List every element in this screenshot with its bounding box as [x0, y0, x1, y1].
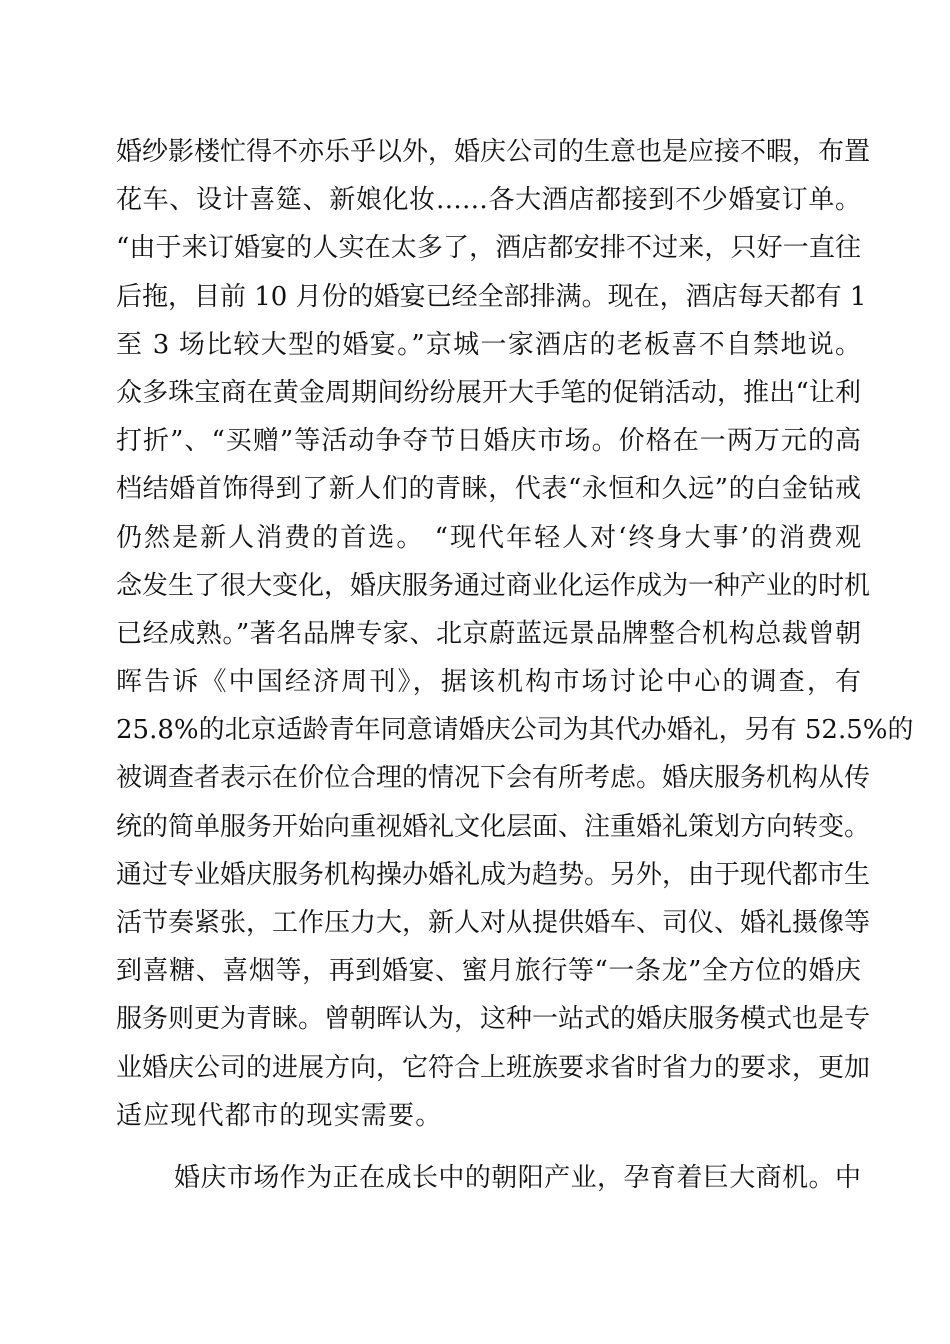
text-line: 婚纱影楼忙得不亦乐乎以外，婚庆公司的生意也是应接不暇，布置: [116, 137, 871, 167]
text-line: 众多珠宝商在黄金周期间纷纷展开大手笔的促销活动，推出“让利: [116, 377, 861, 408]
document-body: [116, 128, 914, 1202]
paragraph-2: [116, 1154, 861, 1202]
text-line: “由于来订婚宴的人实在太多了，酒店都安排不过来，只好一直往: [116, 233, 861, 264]
text-line: 念发生了很大变化，婚庆服务通过商业化运作成为一种产业的时机: [116, 570, 871, 601]
text-line: 后拖，目前 10 月份的婚宴已经全部排满。现在，酒店每天都有 1: [116, 281, 867, 312]
paragraph-1: [116, 128, 914, 1140]
text-line: 婚庆市场作为正在成长中的朝阳产业，孕育着巨大商机。中: [174, 1162, 861, 1193]
text-line: 至 3 场比较大型的婚宴。”京城一家酒店的老板喜不自禁地说。: [116, 329, 861, 360]
text-line: 适应现代都市的现实需要。: [116, 1100, 443, 1131]
text-line: 花车、设计喜筵、新娘化妆……各大酒店都接到不少婚宴订单。: [116, 185, 861, 216]
text-line: 仍然是新人消费的首选。 “现代年轻人对‘终身大事’的消费观: [116, 522, 861, 553]
text-line: 已经成熟。”著名品牌专家、北京蔚蓝远景品牌整合机构总裁曾朝: [116, 618, 861, 649]
text-line: 服务则更为青睐。曾朝晖认为，这种一站式的婚庆服务模式也是专: [116, 1004, 871, 1035]
text-line: 打折”、“买赠”等活动争夺节日婚庆市场。价格在一两万元的高: [116, 426, 861, 457]
text-line: 业婚庆公司的进展方向，它符合上班族要求省时省力的要求，更加: [116, 1052, 871, 1083]
text-line: 通过专业婚庆服务机构操办婚礼成为趋势。另外，由于现代都市生: [116, 859, 871, 890]
paragraph-gap: [116, 1140, 861, 1154]
text-line: 被调查者表示在价位合理的情况下会有所考虑。婚庆服务机构从传: [116, 763, 871, 794]
text-line: 统的简单服务开始向重视婚礼文化层面、注重婚礼策划方向转变。: [116, 811, 871, 842]
text-line: 档结婚首饰得到了新人们的青睐，代表“永恒和久远”的白金钻戒: [116, 474, 861, 505]
text-line: 活节奏紧张，工作压力大，新人对从提供婚车、司仪、婚礼摄像等: [116, 908, 871, 938]
text-line: 到喜糖、喜烟等，再到婚宴、蜜月旅行等“一条龙”全方位的婚庆: [116, 956, 861, 987]
text-line: 晖告诉《中国经济周刊》，据该机构市场讨论中心的调查，有: [116, 667, 861, 698]
text-line: 25.8%的北京适龄青年同意请婚庆公司为其代办婚礼，另有 52.5%的: [116, 715, 914, 746]
